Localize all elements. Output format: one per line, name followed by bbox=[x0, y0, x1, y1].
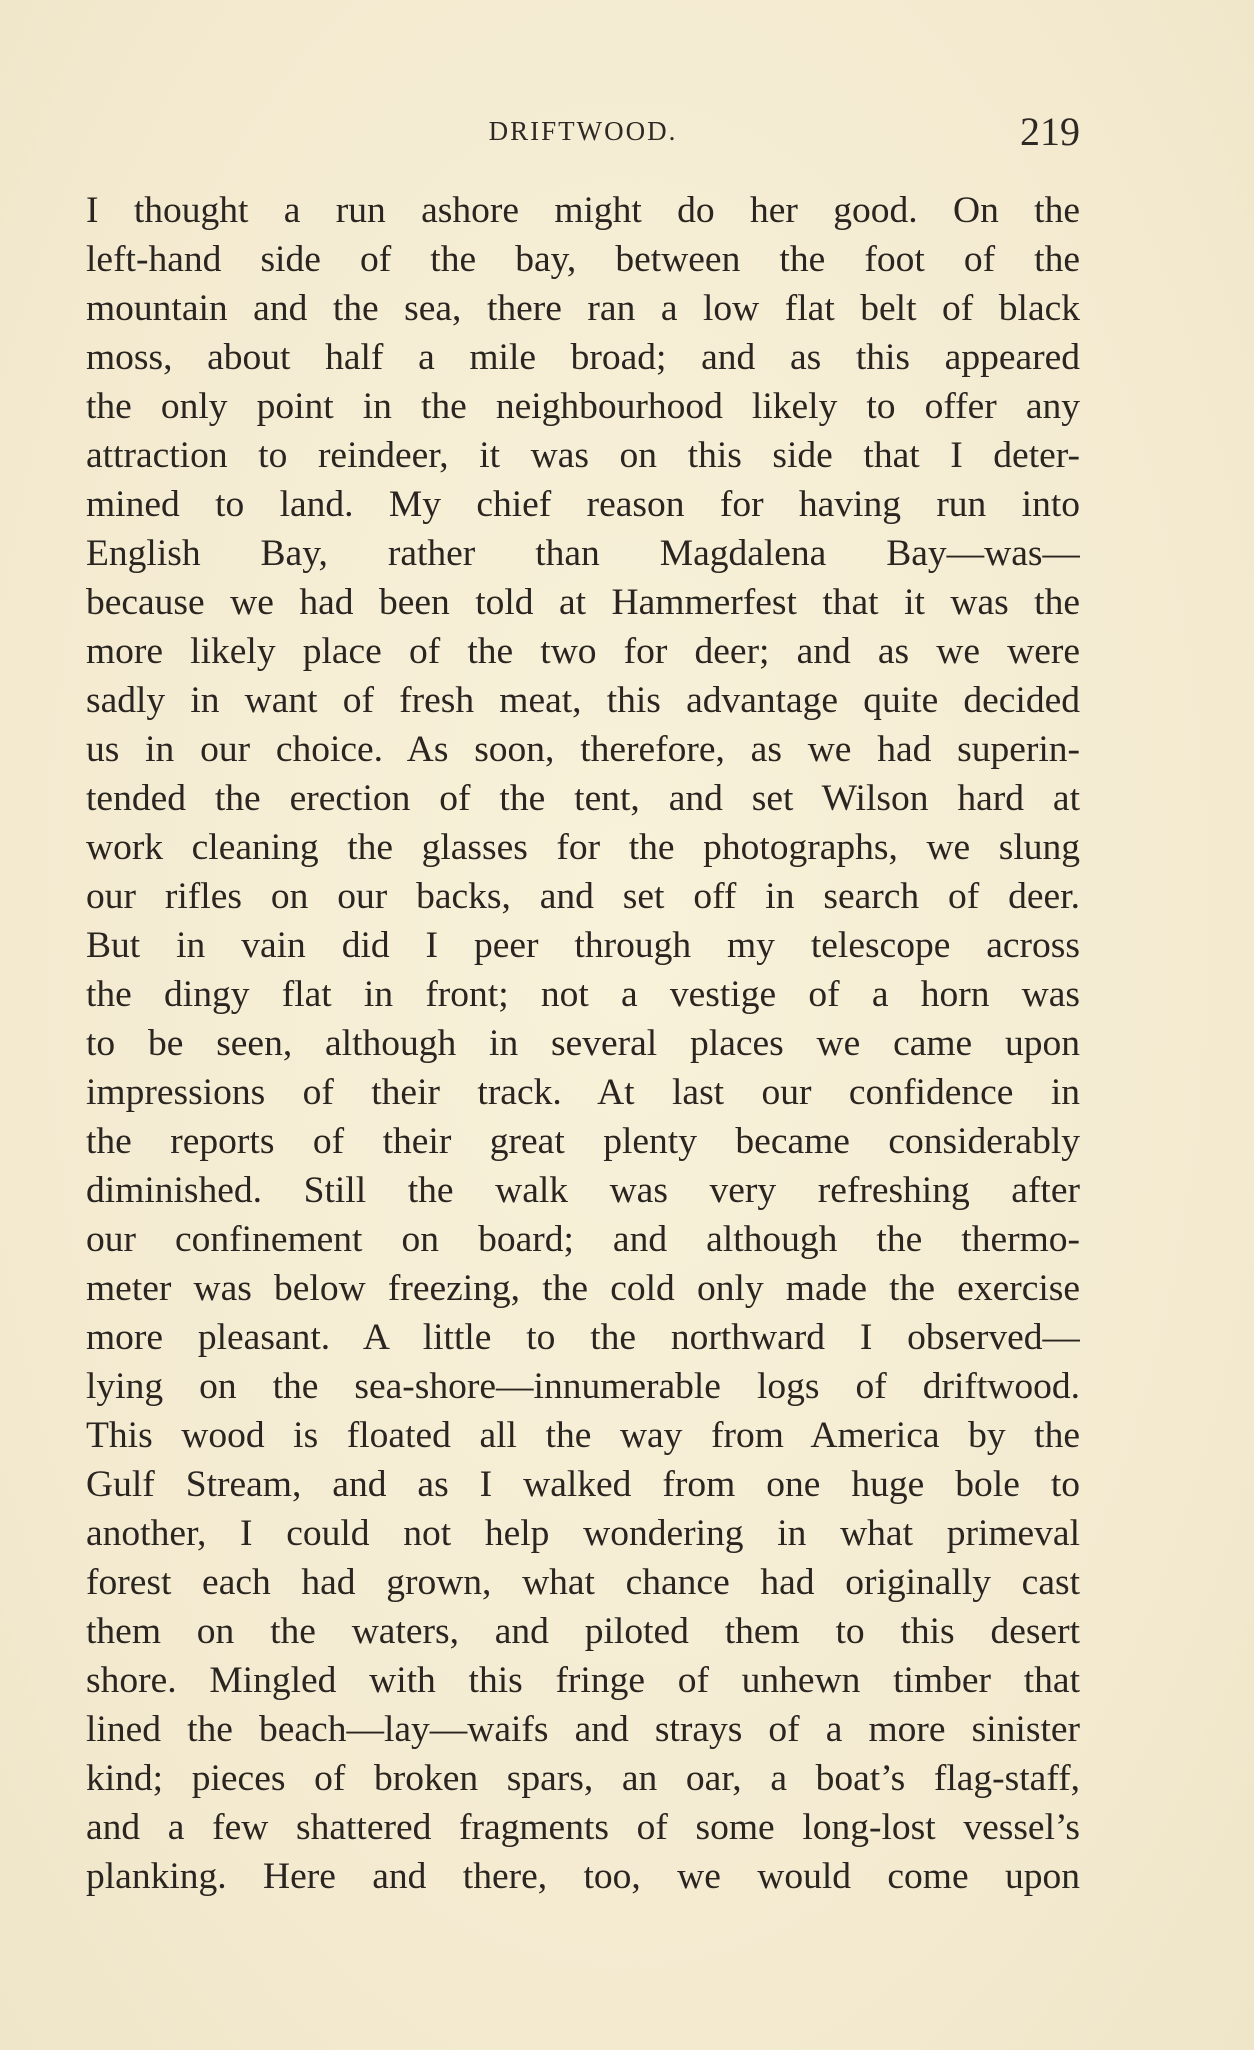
text-line: This wood is floated all the way from America by the bbox=[86, 1415, 1080, 1456]
text-line: our rifles on our backs, and set off in search of deer. bbox=[86, 876, 1080, 917]
text-line: left-hand side of the bay, between the foot of the bbox=[86, 239, 1080, 280]
text-line: But in vain did I peer through my telescope across bbox=[86, 925, 1080, 966]
text-line: English Bay, rather than Magdalena Bay—was— bbox=[86, 533, 1080, 574]
text-line: our confinement on board; and although the thermo- bbox=[86, 1219, 1080, 1260]
running-head: DRIFTWOOD. bbox=[488, 116, 678, 146]
text-line: sadly in want of fresh meat, this advantage quite decided bbox=[86, 680, 1080, 721]
text-line: us in our choice. As soon, therefore, as we had superin- bbox=[86, 729, 1080, 770]
body-text bbox=[86, 186, 1080, 1901]
text-line: lying on the sea-shore—innumerable logs of driftwood. bbox=[86, 1366, 1080, 1407]
text-line: kind; pieces of broken spars, an oar, a boat’s flag-staff, bbox=[86, 1758, 1080, 1799]
text-line: the reports of their great plenty became considerably bbox=[86, 1121, 1080, 1162]
text-line: mountain and the sea, there ran a low flat belt of black bbox=[86, 288, 1080, 329]
text-line: mined to land. My chief reason for having run into bbox=[86, 484, 1080, 525]
text-line: impressions of their track. At last our confidence in bbox=[86, 1072, 1080, 1113]
text-line: and a few shattered fragments of some long-lost vessel’s bbox=[86, 1807, 1080, 1848]
text-line: more pleasant. A little to the northward I observed— bbox=[86, 1317, 1080, 1358]
text-line: moss, about half a mile broad; and as this appeared bbox=[86, 337, 1080, 378]
page-header bbox=[86, 108, 1080, 158]
text-line: diminished. Still the walk was very refreshing after bbox=[86, 1170, 1080, 1211]
text-line: because we had been told at Hammerfest that it was the bbox=[86, 582, 1080, 623]
text-line: them on the waters, and piloted them to this desert bbox=[86, 1611, 1080, 1652]
text-line: meter was below freezing, the cold only made the exercise bbox=[86, 1268, 1080, 1309]
page-number: 219 bbox=[1020, 109, 1080, 154]
text-line: the only point in the neighbourhood likely to offer any bbox=[86, 386, 1080, 427]
text-line: work cleaning the glasses for the photographs, we slung bbox=[86, 827, 1080, 868]
text-line: the dingy flat in front; not a vestige of a horn was bbox=[86, 974, 1080, 1015]
text-line: forest each had grown, what chance had originally cast bbox=[86, 1562, 1080, 1603]
text-line: lined the beach—lay—waifs and strays of a more sinister bbox=[86, 1709, 1080, 1750]
text-line: I thought a run ashore might do her good. On the bbox=[86, 190, 1080, 231]
text-line: another, I could not help wondering in what primeval bbox=[86, 1513, 1080, 1554]
text-line: to be seen, although in several places we came upon bbox=[86, 1023, 1080, 1064]
text-line: Gulf Stream, and as I walked from one huge bole to bbox=[86, 1464, 1080, 1505]
text-line: attraction to reindeer, it was on this side that I deter- bbox=[86, 435, 1080, 476]
text-line: tended the erection of the tent, and set Wilson hard at bbox=[86, 778, 1080, 819]
text-line: shore. Mingled with this fringe of unhewn timber that bbox=[86, 1660, 1080, 1701]
text-line: more likely place of the two for deer; and as we were bbox=[86, 631, 1080, 672]
text-line: planking. Here and there, too, we would come upon bbox=[86, 1856, 1080, 1897]
